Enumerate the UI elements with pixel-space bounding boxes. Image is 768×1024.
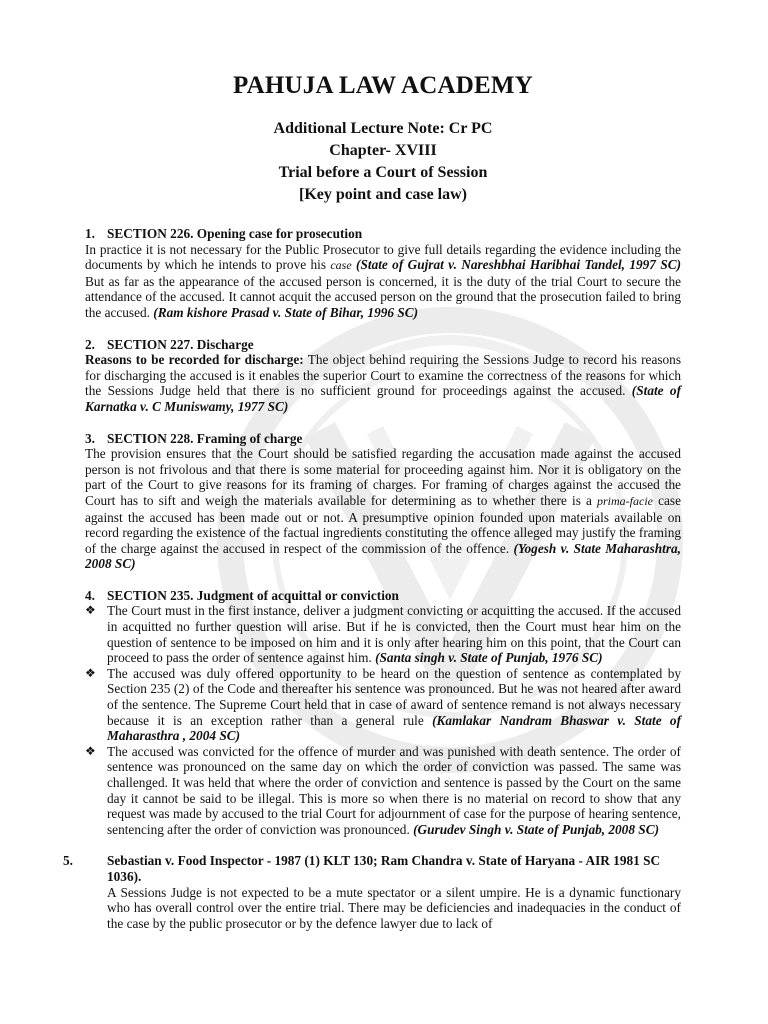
body-text: The Court must in the first instance, deliver a judgment convicting or acquitting the accused. If the accused in acquitted no further question will arise. But if he is convicted, then the Court must hear him on the question of sentence to be imposed on him and it is only after hearing him on this point, that the Court can proceed to pass the order of sentence against him. (107, 603, 681, 666)
case-citation: (State of Gujrat v. Nareshbhai Haribhai Tandel, 1997 SC) (356, 257, 682, 273)
body-text: The accused was convicted for the offence of murder and was punished with death sentence. The order of sentence was pronounced on the same day on which the order of conviction was passed. The same was challenged. It was held that where the order of conviction and sentence is passed by the Court on the same day it cannot be said to be illegal. This is more so when there is no material on record to show that any request was made by accused to the trial Court for adjournment of case for the purpose of hearing sentence, sentencing after the order of conviction was pronounced. (107, 743, 681, 837)
case-citation: (Kamlakar Nandram Bhaswar v. State of Maharasthra , 2004 SC) (107, 712, 681, 744)
section-heading (85, 588, 681, 604)
section-body (85, 352, 681, 414)
section-heading (85, 226, 681, 242)
section-title: Sebastian v. Food Inspector - 1987 (1) KLT 130; Ram Chandra v. State of Haryana - AIR 1981 SC 1036). (107, 853, 661, 884)
sections-list (63, 226, 682, 931)
list-item (85, 603, 681, 665)
list-item (85, 744, 681, 838)
body-text: In practice it is not necessary for the Public Prosecutor to give full details regarding the evidence including the documents by which he intends to prove his (85, 241, 681, 273)
body-text: The accused was duly offered opportunity to be heard on the question of sentence as contemplated by Section 235 (2) of the Code and thereafter his sentence was pronounced. But he was not heared after award of the sentence. The Supreme Court held that in case of award of sentence remand is not always necessary because it is an exception rather than a general rule (107, 665, 681, 728)
body-text: case against the accused has been made out or not. A presumptive opinion founded upon materials available on record regarding the existence of the factual ingredients constituting the offence alleged may justify the framing of the charge against the accused in respect of the commission of the offence. (85, 492, 681, 556)
section-number: 4. (85, 587, 95, 603)
section-title: SECTION 235. Judgment of acquittal or conviction (107, 587, 399, 603)
body-italic: prima-facie (597, 493, 653, 508)
diamond-bullet-icon: ❖ (85, 603, 96, 618)
subtitle-line: Trial before a Court of Session (278, 164, 488, 181)
list-item (85, 666, 681, 744)
section-body (85, 446, 681, 572)
subtitle-line: [Key point and case law) (299, 186, 467, 203)
section-heading (63, 853, 681, 884)
diamond-bullet-icon: ❖ (85, 743, 96, 758)
body-text: The provision ensures that the Court should be satisfied regarding the accusation made against the accused person is not frivolous and that there is some material for proceeding against him. Nor it is obligatory on the part of the Court to give reasons for its framing of charges. For framing of charges against the accused the Court has to sift and weigh the materials available for determining as to whether there is a (85, 446, 681, 508)
case-citation: (Yogesh v. State Maharashtra, 2008 SC) (85, 540, 681, 572)
lead-phrase: Reasons to be recorded for discharge: (85, 352, 304, 368)
case-citation: (State of Karnatka v. C Muniswamy, 1977 SC) (85, 383, 681, 414)
lecture-subtitle (85, 118, 681, 206)
section-5-case-law (63, 853, 681, 931)
section-227 (85, 337, 681, 415)
section-body (85, 242, 681, 321)
section-number: 1. (85, 226, 95, 241)
case-citation: (Ram kishore Prasad v. State of Bihar, 1996 SC) (153, 304, 419, 320)
bullet-list (85, 603, 681, 837)
section-title: SECTION 227. Discharge (107, 336, 254, 352)
case-citation: (Gurudev Singh v. State of Punjab, 2008 SC) (413, 821, 659, 837)
section-title: SECTION 226. Opening case for prosecution (107, 226, 363, 241)
document-page (63, 0, 682, 931)
section-number: 3. (85, 430, 95, 446)
section-235 (85, 588, 681, 838)
section-heading (85, 431, 681, 447)
section-226 (85, 226, 681, 321)
section-title: SECTION 228. Framing of charge (107, 430, 303, 446)
section-number: 5. (63, 853, 73, 869)
diamond-bullet-icon: ❖ (85, 665, 96, 680)
section-228 (85, 431, 681, 572)
subtitle-line: Chapter- XVIII (329, 142, 437, 159)
body-text: But as far as the appearance of the accused person is concerned, it is the duty of the trial Court to secure the attendance of the accused. It cannot acquit the accused person on the ground that the prosecution failed to bring the accused. (85, 273, 681, 320)
section-body: A Sessions Judge is not expected to be a mute spectator or a silent umpire. He is a dynamic functionary who has overall control over the entire trial. There may be deficiencies and inadequacies in the conduct of the case by the public prosecutor or by the defence lawyer due to lack of (107, 884, 681, 931)
section-heading (85, 337, 681, 353)
page-title: PAHUJA LAW ACADEMY (233, 72, 533, 99)
section-number: 2. (85, 336, 95, 352)
body-text: The object behind requiring the Sessions Judge to record his reasons for discharging the accused is it enables the superior Court to examine the correctness of the reasons for which the Sessions Judge held that there is no sufficient ground for proceedings against the accused. (85, 352, 681, 399)
case-citation: (Santa singh v. State of Punjab, 1976 SC) (375, 650, 603, 666)
subtitle-line: Additional Lecture Note: Cr PC (273, 120, 493, 137)
body-italic: case (330, 258, 352, 273)
